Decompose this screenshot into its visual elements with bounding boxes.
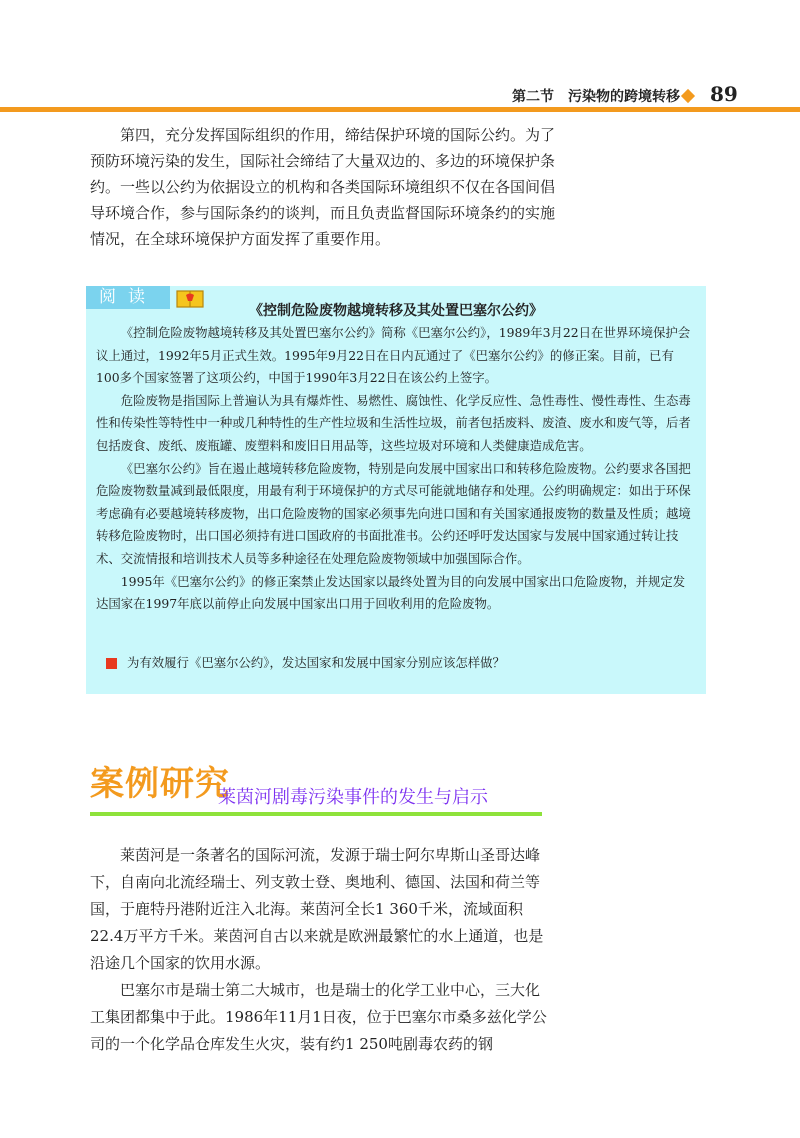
case-study-subtitle: 莱茵河剧毒污染事件的发生与启示: [218, 787, 488, 808]
case-study-body: [90, 842, 550, 1058]
question-marker-icon: [106, 658, 117, 669]
header-rule: [0, 107, 800, 112]
reading-paragraph-4: 1995年《巴塞尔公约》的修正案禁止发达国家以最终处置为目的向发展中国家出口危险废物，并规定发达国家在1997年底以前停止向发展中国家出口用于回收利用的危险废物。: [96, 573, 686, 612]
reading-paragraph-2: 危险废物是指国际上普遍认为具有爆炸性、易燃性、腐蚀性、化学反应性、急性毒性、慢性毒性、生态毒性和传染性等特性中一种或几种特性的生产性垃圾和生活性垃圾，前者包括废料、废渣、废水和废气等，后者包括废食、废纸、废瓶罐、废塑料和废旧日用品等，这些垃圾对环境和人类健康造成危害。: [96, 392, 691, 453]
case-study-title: 案例研究: [90, 764, 230, 804]
reading-body: [96, 322, 696, 616]
reading-question-text: 为有效履行《巴塞尔公约》，发达国家和发展中国家分别应该怎样做？: [127, 655, 505, 670]
case-study-rule: [90, 812, 542, 816]
header-diamond-icon: [681, 89, 695, 103]
reading-tag: 阅读: [86, 286, 170, 309]
reading-question: [106, 652, 686, 674]
reading-paragraph-3: 《巴塞尔公约》旨在遏止越境转移危险废物，特别是向发展中国家出口和转移危险废物。公约要求各国把危险废物数量减到最低限度，用最有利于环境保护的方式尽可能就地储存和处理。公约明确规定：如出于环保考虑确有必要越境转移废物，出口危险废物的国家必须事先向进口国和有关国家通报废物的数量及性质；越境转移危险废物时，出口国必须持有进口国政府的书面批准书。公约还呼吁发达国家与发展中国家通过转让技术、交流情报和培训技术人员等多种途径在处理危险废物领域中加强国际合作。: [96, 460, 691, 566]
intro-section: [90, 122, 560, 252]
page-number: 89: [710, 82, 738, 106]
header-section-title: 第二节 污染物的跨境转移: [512, 89, 680, 105]
intro-paragraph: 第四，充分发挥国际组织的作用，缔结保护环境的国际公约。为了预防环境污染的发生，国际社会缔结了大量双边的、多边的环境保护条约。一些以公约为依据设立的机构和各类国际环境组织不仅在各国间倡导环境合作，参与国际条约的谈判，而且负责监督国际环境条约的实施情况，在全球环境保护方面发挥了重要作用。: [90, 126, 556, 248]
case-paragraph-2: 巴塞尔市是瑞士第二大城市，也是瑞士的化学工业中心，三大化工集团都集中于此。1986年11月1日夜，位于巴塞尔市桑多兹化学公司的一个化学品仓库发生火灾，装有约1 250吨剧毒农药的钢: [90, 981, 547, 1053]
case-paragraph-1: 莱茵河是一条著名的国际河流，发源于瑞士阿尔卑斯山圣哥达峰下，自南向北流经瑞士、列支敦士登、奥地利、德国、法国和荷兰等国，于鹿特丹港附近注入北海。莱茵河全长1 360千米，流域面积22.4万平方千米。莱茵河自古以来就是欧洲最繁忙的水上通道，也是沿途几个国家的饮用水源。: [90, 846, 544, 972]
reading-title: 《控制危险废物越境转移及其处置巴塞尔公约》: [249, 303, 543, 319]
reading-paragraph-1: 《控制危险废物越境转移及其处置巴塞尔公约》简称《巴塞尔公约》，1989年3月22日在世界环境保护会议上通过，1992年5月正式生效。1995年9月22日在日内瓦通过了《巴塞尔公约》的修正案。目前，已有100多个国家签署了这项公约，中国于1990年3月22日在该公约上签字。: [96, 325, 691, 386]
